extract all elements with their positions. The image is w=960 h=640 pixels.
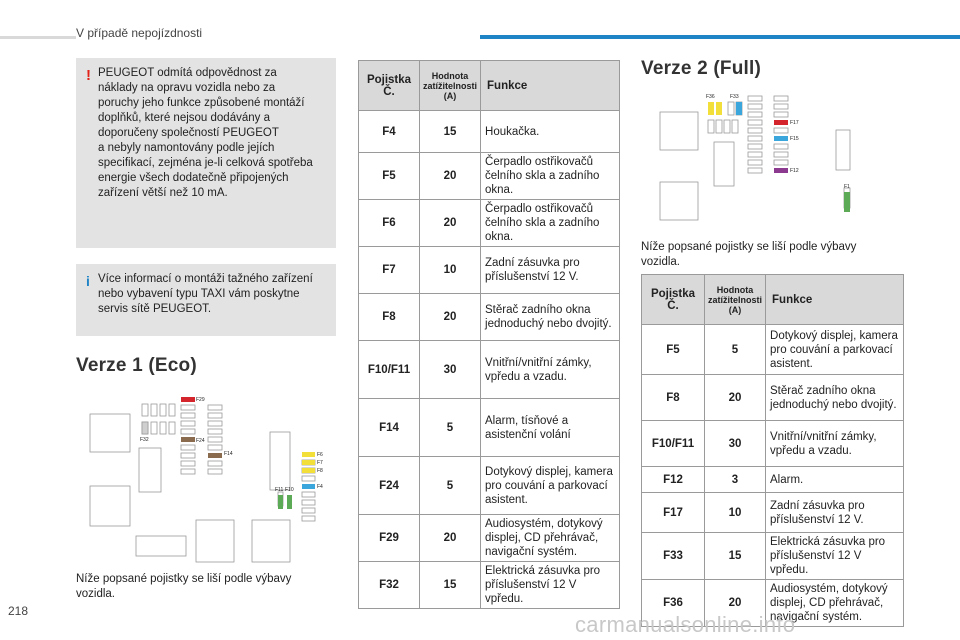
label-f4: F4 [317,484,323,490]
table-row: F5 5 Dotykový displej, kamera pro couvání a parkovací asistent. [642,325,904,375]
label-f12: F12 [790,168,799,174]
info-text: Více informací o montáži tažného zařízení nebo vybavení typu TAXI vám poskytne servis sítě PEUGEOT. [98,273,313,315]
version1-fuse-diagram [84,392,334,568]
label-f15: F15 [790,136,799,142]
warning-text: PEUGEOT odmítá odpovědnost za náklady na opravu vozidla nebo za poruchy jeho funkce způsobené montáží doplňků, které nejsou dodávány a doporučeny společností PEUGEOT a nebyly namontovány podle jejích specifikací, zejména je-li celková spotřeba energie všech dodatečně připojených zařízení větší než 10 mA. [98,67,313,199]
fuse-f1-indicator [844,192,850,212]
fuse-f17-indicator [774,120,788,125]
table-row: F8 20 Stěrač zadního okna jednoduchý nebo dvojitý. [642,375,904,421]
page-number: 218 [8,604,29,618]
label-f6: F6 [317,452,323,458]
fuse-f10-indicator [287,495,292,509]
fuse-f6-indicator [302,452,315,457]
label-f17: F17 [790,120,799,126]
page-header-title: V případě nepojízdnosti [76,26,203,40]
version1-title: Verze 1 (Eco) [76,355,197,376]
table-row: F24 5 Dotykový displej, kamera pro couvání a parkovací asistent. [359,457,620,515]
header-rating: Hodnota zatížitelnosti (A) [705,275,766,325]
fuse-f36-indicator [708,102,714,115]
fuse-f4-indicator [302,484,315,489]
table-row: F6 20 Čerpadlo ostřikovačů čelního skla a zadního okna. [359,200,620,247]
warning-note [76,58,336,248]
label-f32: F32 [140,437,149,443]
version2-title: Verze 2 (Full) [641,58,762,79]
table-row: F29 20 Audiosystém, dotykový displej, CD přehrávač, navigační systém. [359,515,620,562]
version1-caption: Níže popsané pojistky se liší podle výbavy vozidla. [76,573,292,600]
label-f10: F10 [285,487,294,493]
table-row: F14 5 Alarm, tísňové a asistenční volání [359,399,620,457]
version2-caption: Níže popsané pojistky se liší podle výbavy vozidla. [641,241,857,268]
label-f33: F33 [730,94,739,100]
label-f1: F1 [844,184,850,190]
header-fuse-number: Pojistka Č. [642,275,705,325]
fuse-f8-indicator [302,468,315,473]
table-row: F7 10 Zadní zásuvka pro příslušenství 12 V. [359,247,620,294]
info-note [76,264,336,336]
fuse-table-version2 [641,274,904,627]
table-row: F4 15 Houkačka. [359,111,620,153]
table-row: F33 15 Elektrická zásuvka pro příslušenství 12 V vpředu. [642,533,904,580]
header-rating: Hodnota zatížitelnosti (A) [420,61,481,111]
label-f36: F36 [706,94,715,100]
version2-fuse-diagram [654,92,854,228]
header-rule-right [480,35,960,39]
label-f29: F29 [196,397,205,403]
fuse-f15-indicator [774,136,788,141]
fuse-f12-indicator [774,168,788,173]
table-row: F17 10 Zadní zásuvka pro příslušenství 12 V. [642,493,904,533]
fuse-f7-indicator [302,460,315,465]
label-f7: F7 [317,460,323,466]
fuse-f33-indicator [736,102,742,115]
header-rule-left [0,36,76,39]
label-f8: F8 [317,468,323,474]
label-f24: F24 [196,438,205,444]
header-fuse-number: Pojistka Č. [359,61,420,111]
fuse-table-version1 [358,60,620,609]
table-row: F32 15 Elektrická zásuvka pro příslušenství 12 V vpředu. [359,562,620,609]
fuse-f11-indicator [278,495,283,509]
info-icon: i [86,273,90,289]
header-function: Funkce [481,61,620,111]
watermark: carmanualsonline.info [575,612,796,637]
table-row: F36 20 Audiosystém, dotykový displej, CD přehrávač, navigační systém. [642,580,904,627]
fuse-f29-indicator [181,397,195,402]
fuse-f36b-indicator [716,102,722,115]
fuse-f32-indicator [142,422,148,434]
label-f11: F11 [275,487,284,493]
fuse-f14-indicator [208,453,222,458]
header-function: Funkce [766,275,904,325]
table-row: F12 3 Alarm. [642,467,904,493]
table-row: F8 20 Stěrač zadního okna jednoduchý nebo dvojitý. [359,294,620,341]
table-row: F10/F11 30 Vnitřní/vnitřní zámky, vpředu a vzadu. [642,421,904,467]
table-row: F10/F11 30 Vnitřní/vnitřní zámky, vpředu a vzadu. [359,341,620,399]
warning-icon: ! [86,67,91,84]
table-row: F5 20 Čerpadlo ostřikovačů čelního skla a zadního okna. [359,153,620,200]
label-f14: F14 [224,451,233,457]
fuse-f24-indicator [181,437,195,442]
